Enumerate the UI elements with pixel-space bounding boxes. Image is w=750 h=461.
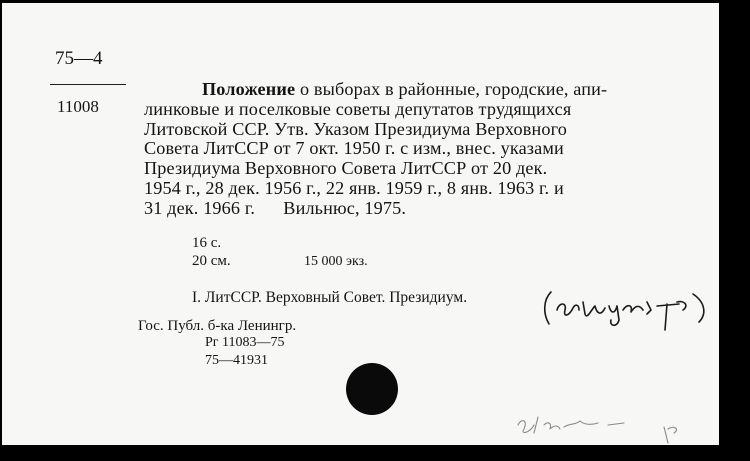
subject-heading: I. ЛитССР. Верховный Совет. Президиум. [192,289,468,306]
description-line-5: Президиума Верховного Совета ЛитССР от 20 дек. [144,158,548,178]
card-punch-hole [346,363,398,415]
print-run: 15 000 экз. [304,254,368,269]
pencil-scribble [514,407,694,445]
call-number-divider [50,84,126,85]
library-number: Рг 11083—75 [205,335,285,350]
description-line-4: Совета ЛитССР от 7 окт. 1950 г. с изм., внес. указами [144,138,564,158]
description-line-2: линковые и поселковые советы депутатов трудящихся [144,99,572,119]
format-size: 20 см. [192,253,231,269]
description-line-6: 1954 г., 28 дек. 1956 г., 22 янв. 1959 г., 8 янв. 1963 г. и [144,178,564,198]
description-line-1-text: о выборах в районные, городские, апи- [295,79,608,99]
description-line-3: Литовской ССР. Утв. Указом Президиума Верховного [144,119,567,139]
inventory-number: 11008 [57,97,99,116]
registration-number: 75—41931 [205,353,268,368]
description-line-7: 31 дек. 1966 г. Вильнюс, 1975. [144,198,407,218]
title-bold: Положение [202,79,296,99]
call-number: 75—4 [55,48,103,69]
description-line-1 [202,80,607,98]
holding-library: Гос. Публ. б-ка Ленингр. [138,318,297,334]
catalog-card [2,3,719,445]
handwritten-annotation [539,280,719,340]
page-count: 16 с. [192,235,222,251]
